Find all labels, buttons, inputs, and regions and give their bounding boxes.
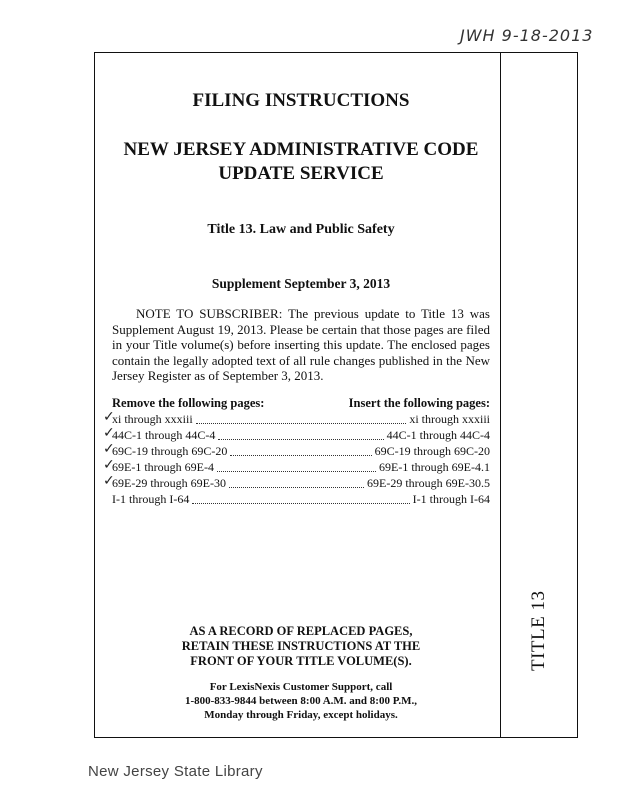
leader-dots <box>217 461 376 472</box>
page-row <box>103 424 490 443</box>
page-row <box>103 440 490 459</box>
insert-pages: 69E-29 through 69E-30.5 <box>367 475 490 490</box>
page-row <box>103 472 490 491</box>
subscriber-note: NOTE TO SUBSCRIBER: The previous update to Title 13 was Supplement August 19, 2013. Please be certain that those pages are filed in your Title volume(s) before inserting this update. The enclosed pages contain the legally adopted text of all rule changes published in the New Jersey Register as of September 3, 2013. <box>112 306 490 383</box>
leader-dots <box>229 477 364 488</box>
filing-instructions-heading: FILING INSTRUCTIONS <box>192 90 410 111</box>
library-stamp: New Jersey State Library <box>88 763 263 780</box>
leader-dots <box>218 429 383 440</box>
code-heading <box>112 138 490 186</box>
remove-pages: 69C-19 through 69C-20 <box>112 443 228 458</box>
page-row <box>103 456 490 475</box>
remove-pages: 44C-1 through 44C-4 <box>112 427 216 442</box>
code-heading-line1: NEW JERSEY ADMINISTRATIVE CODE <box>123 139 479 160</box>
code-heading-line2: UPDATE SERVICE <box>218 163 384 184</box>
insert-header: Insert the following pages: <box>348 395 490 410</box>
remove-pages: xi through xxxiii <box>112 411 193 426</box>
record-line3: FRONT OF YOUR TITLE VOLUME(S). <box>190 654 412 668</box>
insert-pages: 69C-19 through 69C-20 <box>374 443 490 458</box>
title-line: Title 13. Law and Public Safety <box>207 222 395 237</box>
document-content <box>103 80 490 507</box>
leader-dots <box>192 493 409 504</box>
page-row <box>112 491 490 507</box>
checkmark-icon: ✓ <box>103 456 115 473</box>
remove-pages: 69E-29 through 69E-30 <box>112 475 226 490</box>
checkmark-icon: ✓ <box>103 424 115 441</box>
handwritten-note: JWH 9-18-2013 <box>460 26 594 45</box>
customer-support <box>112 680 490 722</box>
record-line2: RETAIN THESE INSTRUCTIONS AT THE <box>181 639 421 653</box>
insert-pages: 44C-1 through 44C-4 <box>386 427 490 442</box>
record-notice <box>112 624 490 669</box>
remove-pages: 69E-1 through 69E-4 <box>112 459 214 474</box>
support-line3: Monday through Friday, except holidays. <box>204 709 398 721</box>
support-line1: For LexisNexis Customer Support, call <box>209 681 393 693</box>
page-row <box>103 408 490 427</box>
insert-pages: xi through xxxiii <box>409 411 490 426</box>
checkmark-icon: ✓ <box>103 408 115 425</box>
remove-pages: I-1 through I-64 <box>112 491 190 506</box>
record-line1: AS A RECORD OF REPLACED PAGES, <box>189 624 413 638</box>
checkmark-icon: ✓ <box>103 472 115 489</box>
side-tab-label: TITLE 13 <box>528 590 549 671</box>
support-line2: 1-800-833-9844 between 8:00 A.M. and 8:00 P.M., <box>184 695 418 707</box>
leader-dots <box>196 413 407 424</box>
supplement-date: Supplement September 3, 2013 <box>211 276 391 291</box>
column-headers <box>112 396 490 411</box>
insert-pages: 69E-1 through 69E-4.1 <box>379 459 490 474</box>
insert-pages: I-1 through I-64 <box>412 491 490 506</box>
remove-header: Remove the following pages: <box>112 395 265 410</box>
page-list <box>103 408 490 507</box>
checkmark-icon: ✓ <box>103 440 115 457</box>
leader-dots <box>230 445 371 456</box>
